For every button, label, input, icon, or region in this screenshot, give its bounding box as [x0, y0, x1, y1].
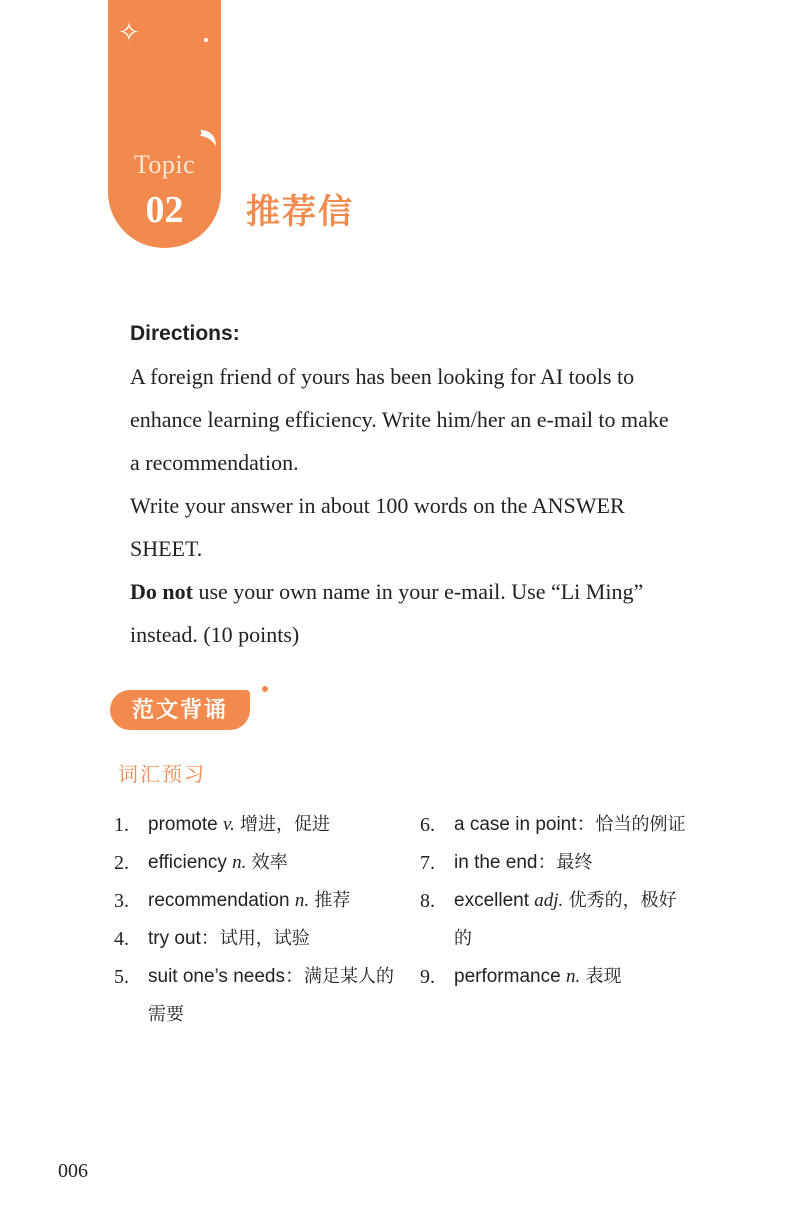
- item-word: suit one’s needs：: [148, 966, 304, 987]
- item-word: a case in point：: [454, 814, 596, 835]
- item-word: excellent: [454, 890, 529, 911]
- item-word: in the end：: [454, 852, 557, 873]
- page-title: 推荐信: [246, 192, 354, 232]
- item-number: 7.: [420, 852, 435, 874]
- topic-label: Topic: [133, 150, 196, 179]
- item-meaning: 恰当的例证: [595, 814, 686, 835]
- item-meaning: 最终: [556, 852, 593, 873]
- list-item: [420, 844, 690, 882]
- vocab-list-left: [114, 806, 404, 1034]
- item-number: 5.: [114, 966, 129, 988]
- moon-icon: [196, 128, 218, 150]
- item-number: 2.: [114, 852, 129, 874]
- directions-block: [130, 312, 675, 656]
- list-item: [420, 958, 690, 996]
- page-number: 006: [58, 1160, 88, 1182]
- sparkle-icon: ✧: [118, 18, 140, 48]
- list-item: [114, 958, 404, 1034]
- section-badge: 范文背诵: [110, 690, 250, 730]
- vocab-heading: 词汇预习: [118, 762, 206, 786]
- directions-paragraph-3: [130, 570, 675, 656]
- item-word: recommendation: [148, 890, 290, 911]
- item-word: try out：: [148, 928, 220, 949]
- item-number: 6.: [420, 814, 435, 836]
- directions-heading: Directions:: [130, 322, 240, 345]
- topic-number: 02: [145, 189, 184, 231]
- list-item: [114, 844, 404, 882]
- directions-paragraph-2: Write your answer in about 100 words on the ANSWER SHEET.: [130, 493, 625, 561]
- item-number: 9.: [420, 966, 435, 988]
- item-word: performance: [454, 966, 561, 987]
- item-word: efficiency: [148, 852, 227, 873]
- item-meaning: 推荐: [314, 890, 351, 911]
- item-pos: n.: [565, 966, 581, 987]
- item-pos: adj.: [534, 890, 564, 911]
- badge-dot-icon: [262, 686, 268, 692]
- topic-tab: [108, 0, 221, 248]
- item-meaning: 试用，试验: [219, 928, 310, 949]
- item-meaning: 效率: [251, 852, 288, 873]
- item-meaning: 优秀的，极好的: [454, 890, 677, 949]
- item-meaning: 增进，促进: [240, 814, 331, 835]
- item-number: 3.: [114, 890, 129, 912]
- list-item: [114, 882, 404, 920]
- list-item: [114, 920, 404, 958]
- item-number: 4.: [114, 928, 129, 950]
- star-dot-icon: [204, 38, 208, 42]
- item-word: promote: [148, 814, 218, 835]
- directions-paragraph-1: A foreign friend of yours has been looking for AI tools to enhance learning efficiency. Write him/her an e-mail to make a recommendation.: [130, 364, 669, 475]
- list-item: [114, 806, 404, 844]
- list-item: [420, 806, 690, 844]
- item-pos: v.: [222, 814, 235, 835]
- item-pos: n.: [232, 852, 247, 873]
- vocab-list-right: [420, 806, 690, 996]
- list-item: [420, 882, 690, 958]
- directions-do-not: Do not: [130, 579, 193, 604]
- item-meaning: 满足某人的需要: [148, 966, 394, 1025]
- item-pos: n.: [294, 890, 310, 911]
- item-number: 8.: [420, 890, 435, 912]
- directions-paragraph-3-text: use your own name in your e-mail. Use “Li Ming” instead. (10 points): [130, 579, 644, 647]
- item-number: 1.: [114, 814, 129, 836]
- item-meaning: 表现: [585, 966, 622, 987]
